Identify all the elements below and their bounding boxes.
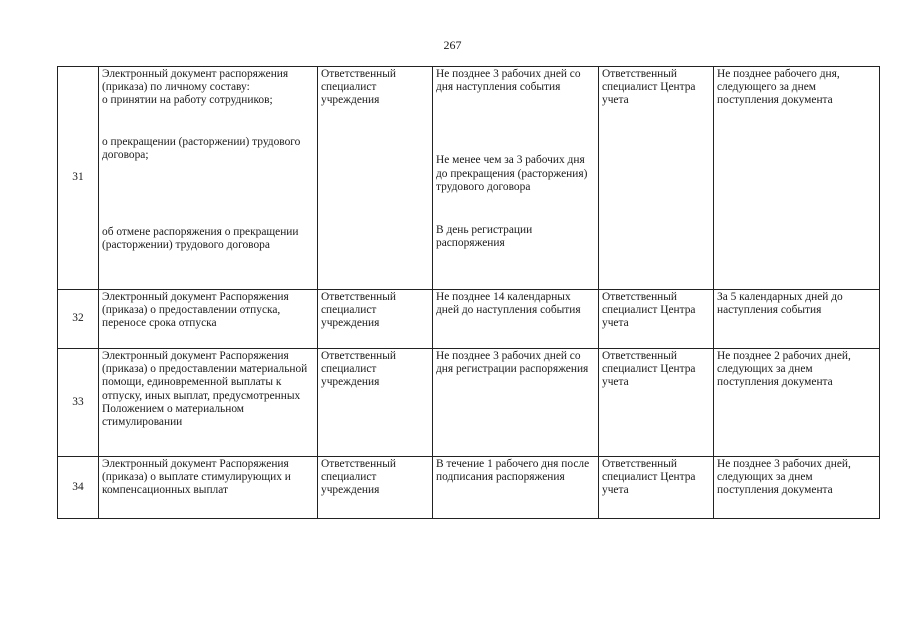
- processing-cell: Не позднее 3 рабочих дней, следующих за днем поступления документа: [714, 457, 880, 519]
- document-cell: Электронный документ Распоряжения (приказа) о выплате стимулирующих и компенсационных выплат: [99, 457, 318, 519]
- responsible-cell: Ответственный специалист учреждения: [318, 349, 433, 457]
- row-number: 34: [58, 457, 99, 519]
- processing-cell: Не позднее рабочего дня, следующего за днем поступления документа: [714, 67, 880, 290]
- processing-cell: Не позднее 2 рабочих дней, следующих за днем поступления документа: [714, 349, 880, 457]
- deadline-cell: Не позднее 3 рабочих дней со дня регистрации распоряжения: [433, 349, 599, 457]
- deadline-text: Не менее чем за 3 рабочих дня до прекращения (расторжения) трудового договора: [436, 154, 588, 193]
- document-cell: Электронный документ Распоряжения (приказа) о предоставлении материальной помощи, единовременной выплаты к отпуску, иных выплат, предусмотренных Положением о материальном стимулировании: [99, 349, 318, 457]
- table-row: [58, 290, 880, 349]
- responsible-cell: Ответственный специалист учреждения: [318, 67, 433, 290]
- document-cell: Электронный документ Распоряжения (приказа) о предоставлении отпуска, переносе срока отпуска: [99, 290, 318, 349]
- row-number: 31: [58, 67, 99, 290]
- page-number: 267: [443, 38, 462, 52]
- recipient-cell: Ответственный специалист Центра учета: [599, 67, 714, 290]
- deadline-text: Не позднее 3 рабочих дней со дня наступления события: [436, 68, 581, 94]
- document-text: об отмене распоряжения о прекращении (расторжении) трудового договора: [102, 226, 299, 252]
- document-text: Электронный документ распоряжения (приказа) по личному составу: о принятии на работу сотрудников;: [102, 68, 289, 107]
- procedure-table: [57, 66, 880, 519]
- deadline-cell: [433, 67, 599, 290]
- table-row: [58, 457, 880, 519]
- row-number: 33: [58, 349, 99, 457]
- deadline-text: В день регистрации распоряжения: [436, 224, 533, 250]
- document-text: о прекращении (расторжении) трудового договора;: [102, 135, 301, 161]
- recipient-cell: Ответственный специалист Центра учета: [599, 349, 714, 457]
- row-number: 32: [58, 290, 99, 349]
- responsible-cell: Ответственный специалист учреждения: [318, 290, 433, 349]
- table-row: [58, 67, 880, 290]
- deadline-cell: В течение 1 рабочего дня после подписания распоряжения: [433, 457, 599, 519]
- responsible-cell: Ответственный специалист учреждения: [318, 457, 433, 519]
- deadline-cell: Не позднее 14 календарных дней до наступления события: [433, 290, 599, 349]
- processing-cell: За 5 календарных дней до наступления события: [714, 290, 880, 349]
- recipient-cell: Ответственный специалист Центра учета: [599, 457, 714, 519]
- recipient-cell: Ответственный специалист Центра учета: [599, 290, 714, 349]
- document-cell: [99, 67, 318, 290]
- table-row: [58, 349, 880, 457]
